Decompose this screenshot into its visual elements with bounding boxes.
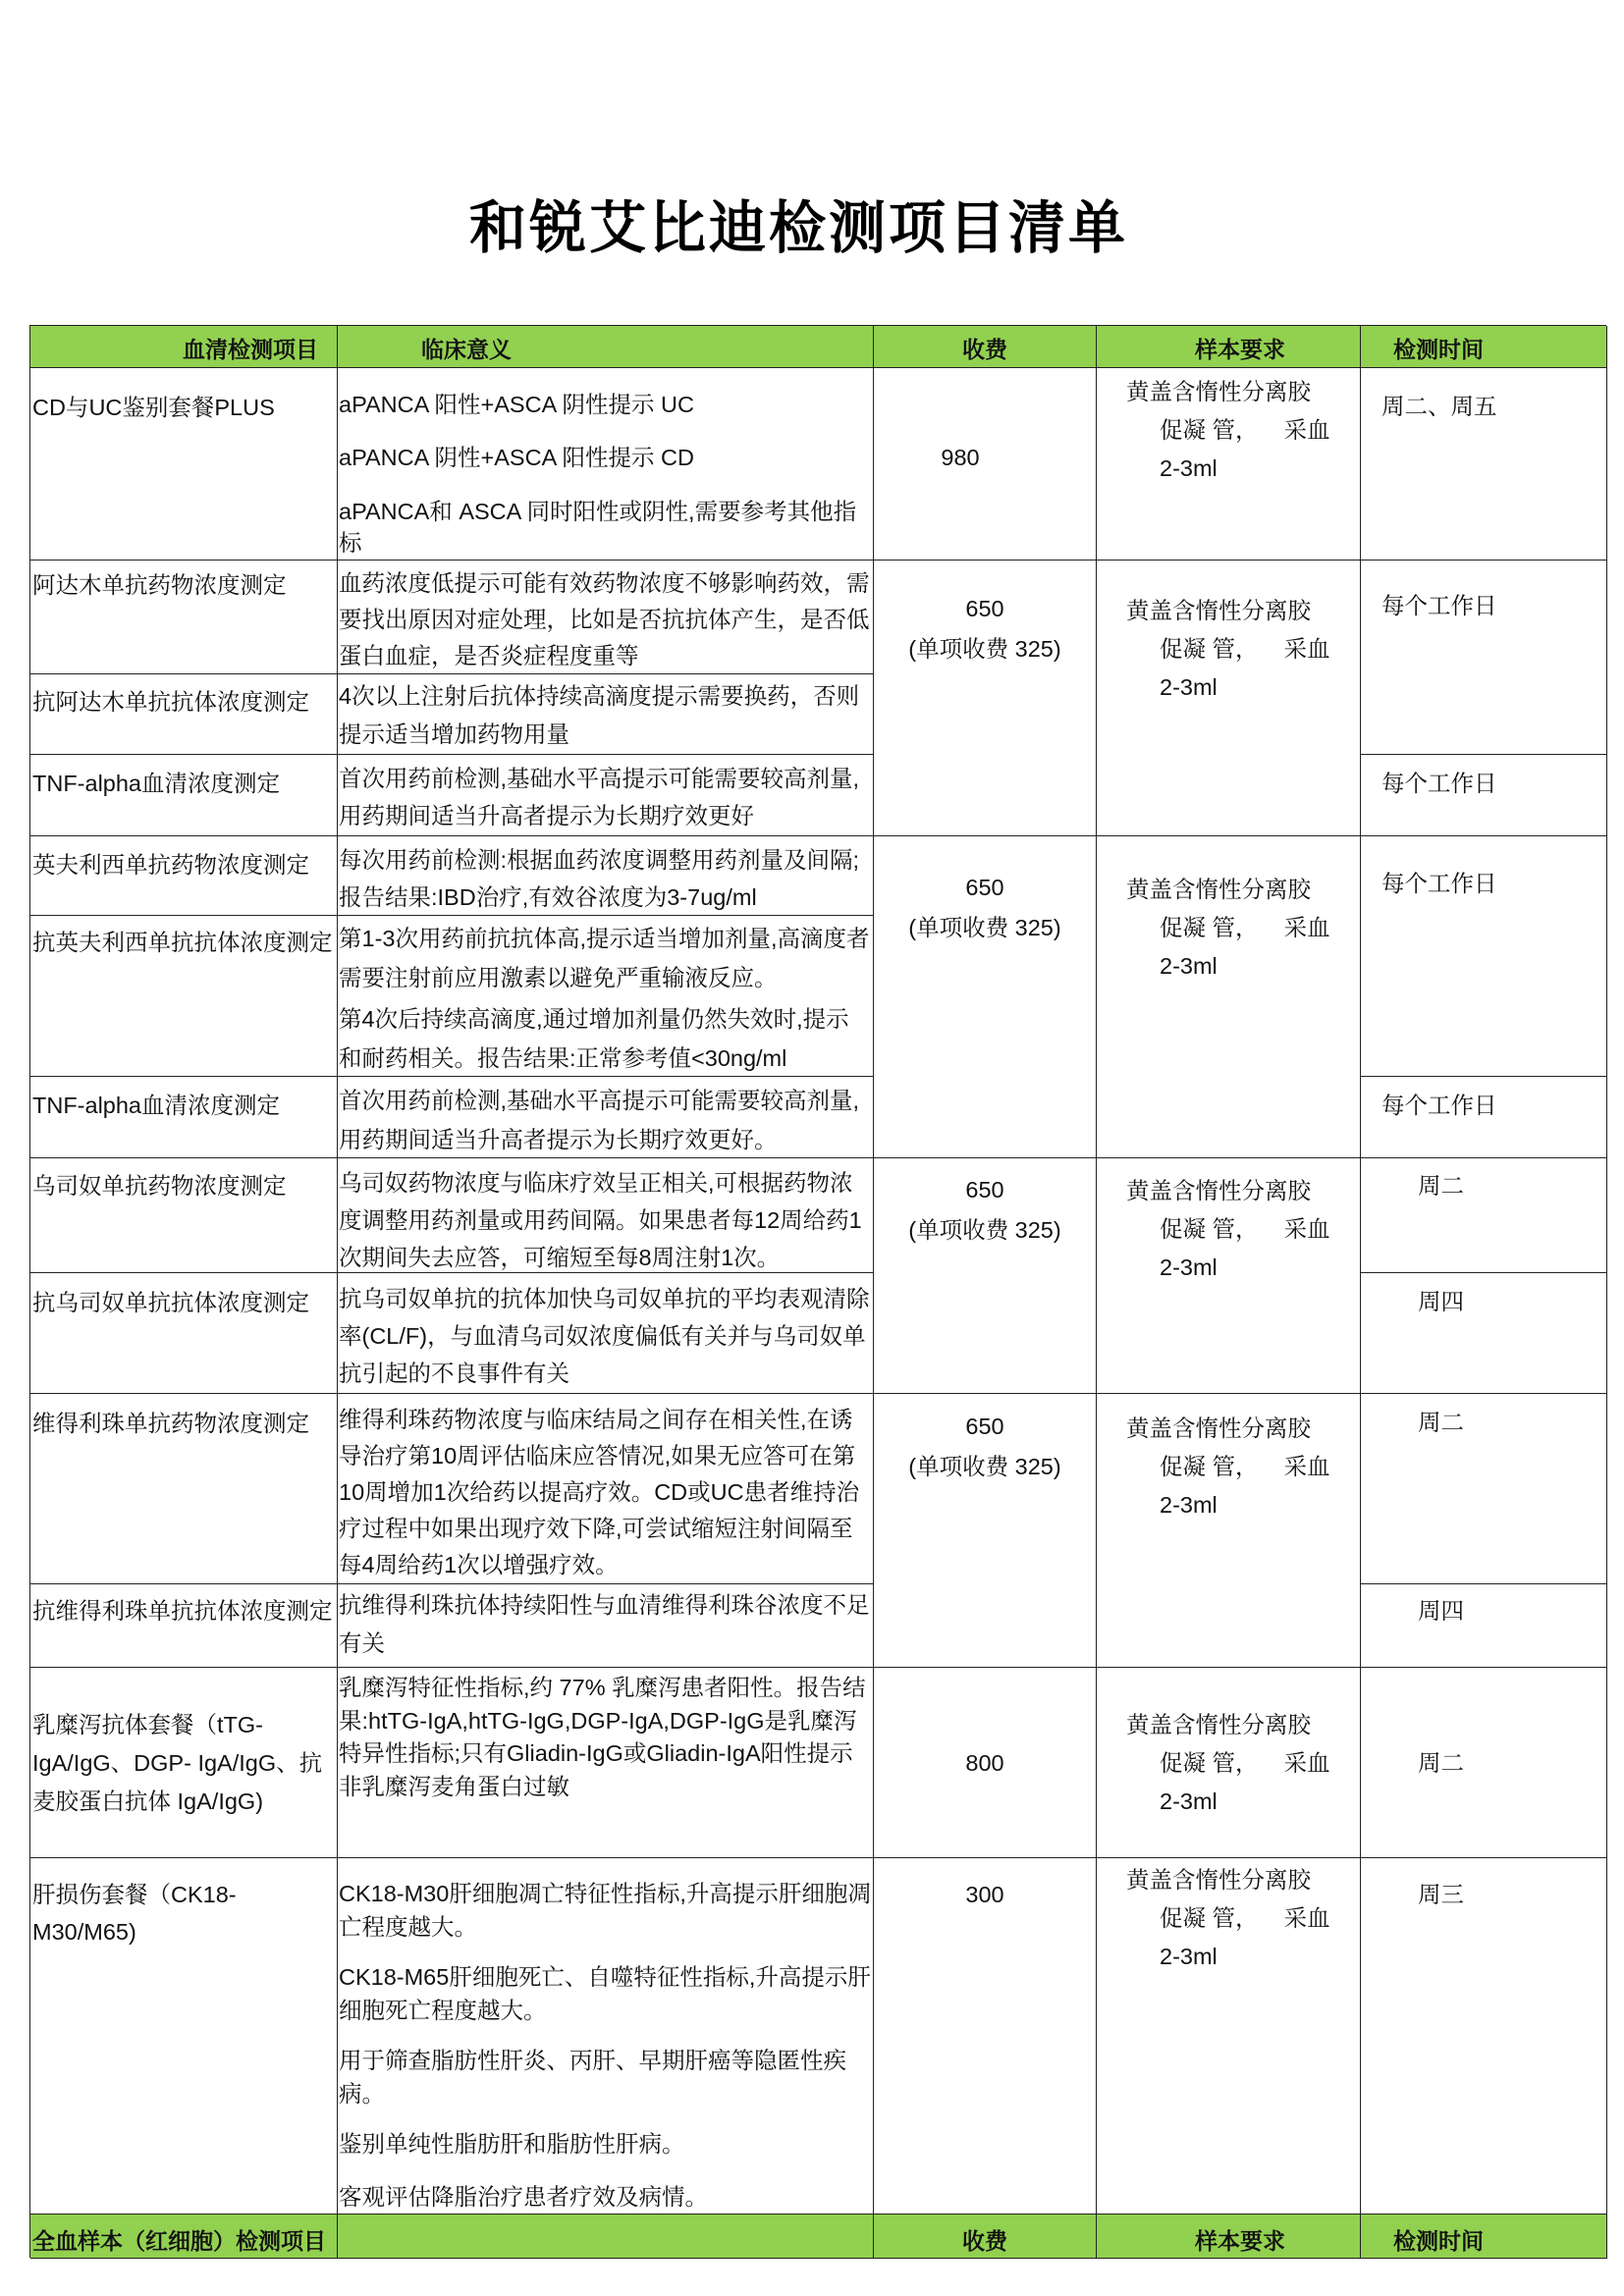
test-item-name: TNF-alpha血清浓度测定 xyxy=(32,771,281,796)
header-cell-item xyxy=(30,326,338,368)
clinical-meaning-block xyxy=(339,1402,872,1583)
header-meaning-label: 临床意义 xyxy=(421,337,512,362)
test-item-name: 阿达木单抗药物浓度测定 xyxy=(32,572,287,598)
table-cell-meaning xyxy=(338,1273,874,1394)
test-item-name: TNF-alpha血清浓度测定 xyxy=(32,1093,281,1118)
table-cell-fee xyxy=(874,1668,1097,1858)
test-item-name: 抗乌司奴单抗抗体浓度测定 xyxy=(32,1290,309,1315)
table-cell-item xyxy=(30,1668,338,1858)
sample-requirement xyxy=(1097,1172,1360,1287)
header-cell-meaning xyxy=(338,326,874,368)
clinical-meaning-text: 乌司奴药物浓度与临床疗效呈正相关,可根据药物浓度调整用药剂量或用药间隔。如果患者每12周给药1次期间失去应答，可缩短至每8周注射1次。 xyxy=(339,1170,862,1270)
sample-line: 促凝 管， 采血 xyxy=(1160,636,1330,662)
table-cell-sample xyxy=(1097,1668,1361,1858)
footer-header-cell-sample xyxy=(1097,2215,1361,2259)
clinical-meaning-text: 第1-3次用药前抗抗体高,提示适当增加剂量,高滴度者需要注射前应用激素以避免严重输液反应。 xyxy=(339,926,870,990)
clinical-meaning-block xyxy=(339,1672,872,1803)
table-cell-item xyxy=(30,1273,338,1394)
clinical-meaning-text: CK18-M30肝细胞凋亡特征性指标,升高提示肝细胞凋亡程度越大。 xyxy=(339,1881,871,1940)
clinical-meaning-text: 第4次后持续高滴度,通过增加剂量仍然失效时,提示和耐药相关。报告结果:正常参考值<30ng/ml xyxy=(339,1006,849,1071)
table-cell-sample xyxy=(1097,1394,1361,1668)
clinical-meaning-text: 首次用药前检测,基础水平高提示可能需要较高剂量,用药期间适当升高者提示为长期疗效更好 xyxy=(339,766,860,828)
sample-requirement xyxy=(1097,871,1360,986)
fee-note: (单项收费 325) xyxy=(908,636,1061,662)
table-cell-sample xyxy=(1097,368,1361,561)
fee-block xyxy=(874,1170,1096,1251)
clinical-meaning-text: 用于筛查脂肪性肝炎、丙肝、早期肝癌等隐匿性疾病。 xyxy=(339,2048,846,2107)
test-item-name: 乳糜泻抗体套餐（tTG-IgA/IgG、DGP- IgA/IgG、抗麦胶蛋白抗体 IgA/IgG) xyxy=(32,1712,323,1814)
sample-requirement xyxy=(1097,592,1360,707)
sample-line: 2-3ml xyxy=(1160,1944,1218,1969)
header-cell-fee xyxy=(874,326,1097,368)
sample-line: 黄盖含惰性分离胶 xyxy=(1126,877,1311,902)
test-time: 周二 xyxy=(1418,1173,1464,1199)
footer-fee-label: 收费 xyxy=(962,2228,1007,2254)
clinical-meaning-text: 抗乌司奴单抗的抗体加快乌司奴单抗的平均表观清除率(CL/F)，与血清乌司奴浓度偏低有关并与乌司奴单抗引起的不良事件有关 xyxy=(339,1286,870,1386)
clinical-meaning-text: 客观评估降脂治疗患者疗效及病情。 xyxy=(339,2184,708,2210)
fee-block xyxy=(874,868,1096,948)
fee-amount: 650 xyxy=(965,1414,1004,1439)
sample-line: 黄盖含惰性分离胶 xyxy=(1126,598,1311,623)
table-cell-fee xyxy=(874,836,1097,1158)
clinical-meaning-block xyxy=(339,1280,872,1392)
clinical-meaning-text: 首次用药前检测,基础水平高提示可能需要较高剂量,用药期间适当升高者提示为长期疗效更好。 xyxy=(339,1088,860,1152)
table-cell-meaning xyxy=(338,755,874,836)
sample-requirement xyxy=(1097,1410,1360,1524)
table-cell-meaning xyxy=(338,1077,874,1158)
test-item-name: CD与UC鉴别套餐PLUS xyxy=(32,395,275,420)
table-cell-time xyxy=(1361,1158,1607,1273)
table-cell-item xyxy=(30,755,338,836)
test-time: 每个工作日 xyxy=(1381,593,1497,618)
fee-note: (单项收费 325) xyxy=(908,1217,1061,1243)
clinical-meaning-text: 维得利珠药物浓度与临床结局之间存在相关性,在诱导治疗第10周评估临床应答情况,如果无应答可在第10周增加1次给药以提高疗效。CD或UC患者维持治疗过程中如果出现疗效下降,可尝试缩短注射间隔至每4周给药1次以增强疗效。 xyxy=(339,1407,860,1577)
fee-note: (单项收费 325) xyxy=(908,915,1061,940)
clinical-meaning-block xyxy=(339,565,872,674)
table-cell-meaning xyxy=(338,561,874,674)
table-cell-time xyxy=(1361,1394,1607,1584)
table-cell-fee xyxy=(874,1858,1097,2215)
sample-line: 2-3ml xyxy=(1160,1789,1218,1814)
table-cell-fee xyxy=(874,1394,1097,1668)
clinical-meaning-block xyxy=(339,1586,872,1663)
sample-line: 促凝 管， 采血 xyxy=(1160,1454,1330,1479)
table-cell-item xyxy=(30,674,338,755)
table-cell-item xyxy=(30,1584,338,1668)
sample-line: 黄盖含惰性分离胶 xyxy=(1126,1712,1311,1737)
sample-requirement xyxy=(1097,373,1360,488)
table-cell-meaning xyxy=(338,674,874,755)
test-time: 周三 xyxy=(1418,1882,1464,1907)
table-cell-meaning xyxy=(338,1668,874,1858)
sample-line: 促凝 管， 采血 xyxy=(1160,1905,1330,1931)
clinical-meaning-block xyxy=(339,677,872,754)
footer-header-cell-fee xyxy=(874,2215,1097,2259)
fee-amount: 800 xyxy=(965,1750,1004,1776)
test-item-name: 抗维得利珠单抗抗体浓度测定 xyxy=(32,1598,333,1624)
test-time: 每个工作日 xyxy=(1381,871,1497,896)
table-cell-item xyxy=(30,368,338,561)
sample-line: 促凝 管， 采血 xyxy=(1160,915,1330,940)
table-cell-sample xyxy=(1097,836,1361,1158)
sample-line: 2-3ml xyxy=(1160,1492,1218,1518)
clinical-meaning-block xyxy=(339,1877,872,2214)
sample-line: 黄盖含惰性分离胶 xyxy=(1126,379,1311,404)
sample-line: 2-3ml xyxy=(1160,1255,1218,1280)
test-item-name: 英夫利西单抗药物浓度测定 xyxy=(32,852,309,878)
test-time: 周二、周五 xyxy=(1381,394,1497,419)
clinical-meaning-block xyxy=(339,387,872,559)
footer-header-cell-item xyxy=(30,2215,338,2259)
clinical-meaning-block xyxy=(339,1164,872,1276)
table-cell-item xyxy=(30,916,338,1077)
test-time: 周二 xyxy=(1418,1750,1464,1776)
fee-block xyxy=(874,1407,1096,1487)
test-item-name: 维得利珠单抗药物浓度测定 xyxy=(32,1411,309,1436)
table-cell-meaning xyxy=(338,836,874,916)
table-cell-time xyxy=(1361,1273,1607,1394)
table-cell-meaning xyxy=(338,1858,874,2215)
clinical-meaning-text: aPANCA 阳性+ASCA 阴性提示 UC xyxy=(339,392,694,417)
table-cell-fee xyxy=(874,368,1097,561)
clinical-meaning-text: 每次用药前检测:根据血药浓度调整用药剂量及间隔;报告结果:IBD治疗,有效谷浓度为3-7ug/ml xyxy=(339,847,860,910)
table-cell-meaning xyxy=(338,1584,874,1668)
test-items-table xyxy=(29,325,1606,2258)
table-cell-meaning xyxy=(338,368,874,561)
table-cell-time xyxy=(1361,561,1607,755)
footer-header-cell-time xyxy=(1361,2215,1607,2259)
sample-line: 促凝 管， 采血 xyxy=(1160,417,1330,443)
table-cell-fee xyxy=(874,1158,1097,1394)
fee-amount: 650 xyxy=(965,875,1004,900)
clinical-meaning-text: 抗维得利珠抗体持续阳性与血清维得利珠谷浓度不足有关 xyxy=(339,1592,870,1656)
clinical-meaning-text: aPANCA和 ASCA 同时阳性或阴性,需要参考其他指标 xyxy=(339,499,857,556)
test-time: 周四 xyxy=(1418,1598,1464,1624)
table-cell-time xyxy=(1361,836,1607,1077)
fee-amount: 300 xyxy=(965,1882,1004,1907)
clinical-meaning-text: 鉴别单纯性脂肪肝和脂肪性肝病。 xyxy=(339,2131,685,2157)
sample-line: 黄盖含惰性分离胶 xyxy=(1126,1178,1311,1203)
header-sample-label: 样本要求 xyxy=(1195,337,1285,362)
footer-item-label: 全血样本（红细胞）检测项目 xyxy=(32,2228,326,2254)
table-cell-time xyxy=(1361,368,1607,561)
clinical-meaning-block xyxy=(339,1081,872,1159)
document-title: 和锐艾比迪检测项目清单 xyxy=(469,196,1129,260)
table-cell-meaning xyxy=(338,1394,874,1584)
header-cell-sample xyxy=(1097,326,1361,368)
table-cell-item xyxy=(30,836,338,916)
table-cell-sample xyxy=(1097,1158,1361,1394)
fee-amount: 650 xyxy=(965,1177,1004,1202)
test-time: 周二 xyxy=(1418,1410,1464,1435)
clinical-meaning-text: 4次以上注射后抗体持续高滴度提示需要换药，否则提示适当增加药物用量 xyxy=(339,683,860,747)
clinical-meaning-block xyxy=(339,841,872,916)
test-item-name: 肝损伤套餐（CK18-M30/M65) xyxy=(32,1882,237,1945)
table-cell-item xyxy=(30,1158,338,1273)
header-cell-time xyxy=(1361,326,1607,368)
table-cell-time xyxy=(1361,1077,1607,1158)
fee-amount: 650 xyxy=(965,596,1004,621)
clinical-meaning-block xyxy=(339,760,872,834)
clinical-meaning-text: CK18-M65肝细胞死亡、自噬特征性指标,升高提示肝细胞死亡程度越大。 xyxy=(339,1964,871,2023)
sample-line: 黄盖含惰性分离胶 xyxy=(1126,1867,1311,1893)
footer-sample-label: 样本要求 xyxy=(1195,2228,1285,2254)
test-item-name: 抗阿达木单抗抗体浓度测定 xyxy=(32,689,309,715)
table-cell-sample xyxy=(1097,1858,1361,2215)
table-cell-item xyxy=(30,1077,338,1158)
sample-requirement xyxy=(1097,1861,1360,1976)
header-item-label: 血清检测项目 xyxy=(183,337,318,362)
test-item-name: 抗英夫利西单抗抗体浓度测定 xyxy=(32,930,333,955)
table-cell-time xyxy=(1361,1858,1607,2215)
table-cell-sample xyxy=(1097,561,1361,836)
sample-line: 黄盖含惰性分离胶 xyxy=(1126,1415,1311,1441)
sample-line: 促凝 管， 采血 xyxy=(1160,1750,1330,1776)
footer-header-cell-meaning xyxy=(338,2215,874,2259)
fee-block xyxy=(874,589,1096,669)
clinical-meaning-text: aPANCA 阴性+ASCA 阳性提示 CD xyxy=(339,445,694,470)
table-cell-item xyxy=(30,1858,338,2215)
clinical-meaning-text: 血药浓度低提示可能有效药物浓度不够影响药效，需要找出原因对症处理，比如是否抗抗体产生，是否低蛋白血症，是否炎症程度重等 xyxy=(339,570,870,668)
fee-note: (单项收费 325) xyxy=(908,1454,1061,1479)
sample-line: 促凝 管， 采血 xyxy=(1160,1216,1330,1242)
sample-line: 2-3ml xyxy=(1160,455,1218,481)
test-time: 每个工作日 xyxy=(1381,1093,1497,1118)
table-cell-item xyxy=(30,1394,338,1584)
sample-line: 2-3ml xyxy=(1160,674,1218,700)
sample-line: 2-3ml xyxy=(1160,953,1218,979)
table-cell-item xyxy=(30,561,338,674)
footer-time-label: 检测时间 xyxy=(1393,2228,1484,2254)
header-time-label: 检测时间 xyxy=(1393,337,1484,362)
clinical-meaning-block xyxy=(339,919,872,1078)
table-cell-time xyxy=(1361,1584,1607,1668)
table-cell-fee xyxy=(874,561,1097,836)
table-cell-time xyxy=(1361,755,1607,836)
table-cell-meaning xyxy=(338,1158,874,1273)
test-item-name: 乌司奴单抗药物浓度测定 xyxy=(32,1173,287,1199)
test-time: 每个工作日 xyxy=(1381,771,1497,796)
table-cell-time xyxy=(1361,1668,1607,1858)
test-time: 周四 xyxy=(1418,1289,1464,1314)
clinical-meaning-text: 乳糜泻特征性指标,约 77% 乳糜泻患者阳性。报告结果:htTG-IgA,htTG-IgG,DGP-IgA,DGP-IgG是乳糜泻特异性指标;只有Gliadin-IgG或Gliadin-IgA阳性提示非乳糜泻麦角蛋白过敏 xyxy=(339,1675,866,1799)
header-fee-label: 收费 xyxy=(962,337,1007,362)
fee-amount: 980 xyxy=(941,445,980,470)
sample-requirement xyxy=(1097,1706,1360,1821)
table-cell-meaning xyxy=(338,916,874,1077)
